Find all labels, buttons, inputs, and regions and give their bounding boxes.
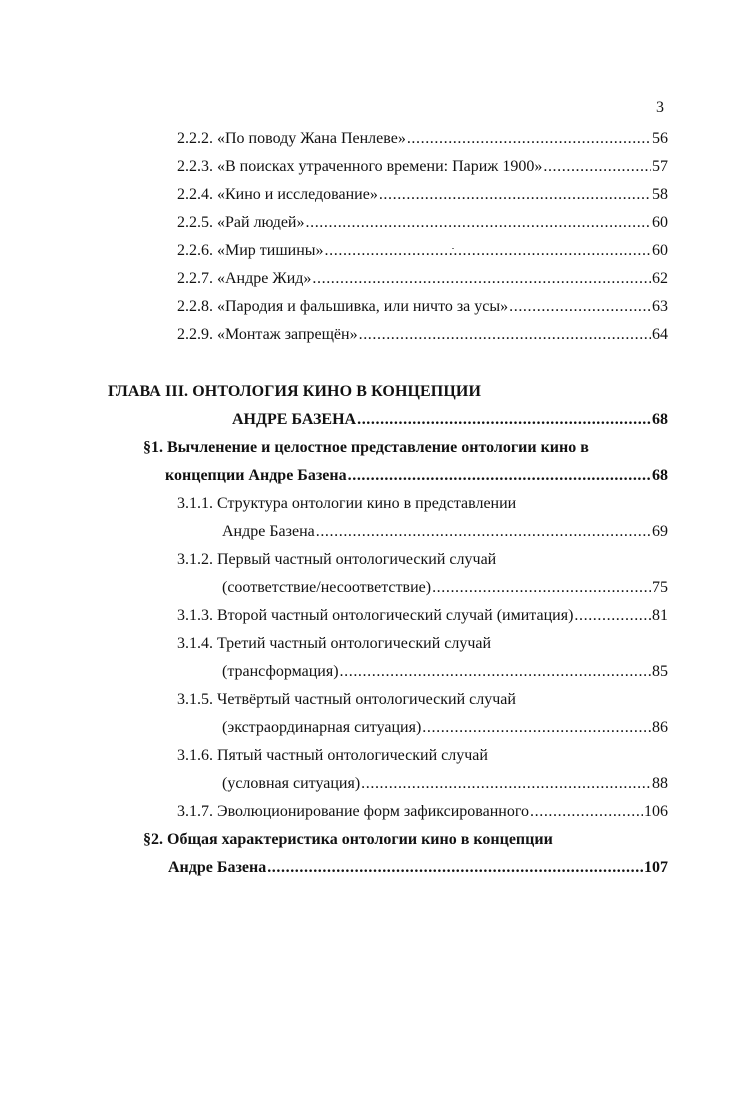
toc-entry-title: 2.2.3. «В поисках утраченного времени: Париж 1900» [177, 158, 543, 175]
paragraph-title-line2: концепции Андре Базена [165, 467, 347, 484]
toc-entry-page: 60 [652, 242, 668, 259]
dot-leader [543, 155, 651, 179]
toc-entry-title: 3.1.6. Пятый частный онтологический случай [177, 747, 488, 764]
dot-leader [325, 239, 651, 263]
toc-entry-page: 81 [652, 607, 668, 624]
toc-entry-line1 [177, 548, 668, 572]
toc-entry-page: 56 [652, 130, 668, 147]
page-number: 3 [656, 99, 664, 116]
toc-entry-title: 2.2.8. «Пародия и фальшивка, или ничто за усы» [177, 298, 509, 315]
toc-entry-page: 107 [644, 859, 668, 876]
toc-entry-title: 2.2.2. «По поводу Жана Пенлеве» [177, 130, 406, 147]
dot-leader [312, 267, 651, 291]
toc-entry [222, 520, 668, 544]
toc-entry-page: 63 [652, 298, 668, 315]
toc-entry-page: 58 [652, 186, 668, 203]
toc-entry-paragraph [165, 464, 668, 488]
toc-entry [177, 239, 668, 263]
toc-entry [177, 604, 668, 628]
toc-entry [177, 211, 668, 235]
toc-entry [177, 183, 668, 207]
toc-entry-title: 3.1.7. Эволюционирование форм зафиксированного [177, 803, 530, 820]
toc-entry-page: 86 [652, 719, 668, 736]
toc-entry-title: (условная ситуация) [222, 775, 361, 792]
toc-entry-page: 64 [652, 326, 668, 343]
dot-leader [407, 127, 651, 151]
toc-entry-title: (трансформация) [222, 663, 339, 680]
toc-entry [177, 323, 668, 347]
toc-entry-title: 3.1.3. Второй частный онтологический случай (имитация) [177, 607, 574, 624]
toc-entry [222, 716, 668, 740]
toc-entry-line1 [177, 688, 668, 712]
toc-entry [177, 155, 668, 179]
toc-entry-page: 68 [652, 411, 668, 428]
toc-entry-title: 2.2.6. «Мир тишины» [177, 242, 324, 259]
dot-leader [306, 211, 652, 235]
toc-entry-title: 3.1.5. Четвёртый частный онтологический случай [177, 691, 516, 708]
toc-entry-title: Андре Базена [222, 523, 315, 540]
paragraph-title-line1: §1. Вычленение и целостное представление онтологии кино в [143, 439, 589, 456]
toc-entry-page: 69 [652, 523, 668, 540]
toc-entry-page: 60 [652, 214, 668, 231]
toc-entry-title: 3.1.4. Третий частный онтологический случай [177, 635, 492, 652]
dot-leader [348, 464, 651, 488]
chapter-title-line2: АНДРЕ БАЗЕНА [232, 411, 357, 428]
toc-entry-page: 62 [652, 270, 668, 287]
toc-entry [222, 576, 668, 600]
chapter-title-line1: ГЛАВА III. ОНТОЛОГИЯ КИНО В КОНЦЕПЦИИ [108, 383, 481, 400]
toc-entry-title: 2.2.5. «Рай людей» [177, 214, 305, 231]
toc-entry-title: 3.1.2. Первый частный онтологический случай [177, 551, 497, 568]
toc-entry-line1 [177, 492, 668, 516]
toc-entry-page: 57 [652, 158, 668, 175]
dot-leader [340, 660, 651, 684]
paragraph-title [143, 828, 668, 852]
toc-entry [177, 295, 668, 319]
dot-leader [432, 576, 651, 600]
paragraph-title-line2: Андре Базена [168, 859, 267, 876]
toc-entry-title: 2.2.7. «Андре Жид» [177, 270, 312, 287]
dot-leader [357, 408, 651, 432]
dot-leader [509, 295, 651, 319]
toc-entry-page: 85 [652, 663, 668, 680]
dot-leader [574, 604, 651, 628]
chapter-title [108, 380, 668, 404]
toc-entry [177, 127, 668, 151]
toc-entry [177, 800, 668, 824]
scan-speck [452, 248, 454, 249]
toc-entry-page: 106 [644, 803, 668, 820]
paragraph-title-line1: §2. Общая характеристика онтологии кино в концепции [143, 831, 553, 848]
paragraph-title [143, 436, 668, 460]
toc-entry-title: 2.2.9. «Монтаж запрещён» [177, 326, 358, 343]
dot-leader [267, 856, 643, 880]
dot-leader [422, 716, 651, 740]
toc-entry-title: (экстраординарная ситуация) [222, 719, 422, 736]
toc-entry [177, 267, 668, 291]
dot-leader [361, 772, 651, 796]
toc-entry [222, 660, 668, 684]
toc-entry [222, 772, 668, 796]
dot-leader [359, 323, 651, 347]
dot-leader [530, 800, 643, 824]
toc-entry-line1 [177, 632, 668, 656]
dot-leader [316, 520, 651, 544]
toc-entry-line1 [177, 744, 668, 768]
dot-leader [379, 183, 651, 207]
toc-entry-page: 88 [652, 775, 668, 792]
toc-entry-title: 3.1.1. Структура онтологии кино в представлении [177, 495, 517, 512]
toc-entry-chapter [232, 408, 668, 432]
toc-entry-title: 2.2.4. «Кино и исследование» [177, 186, 378, 203]
toc-entry-paragraph [168, 856, 668, 880]
toc-entry-page: 75 [652, 579, 668, 596]
toc-entry-title: (соответствие/несоответствие) [222, 579, 432, 596]
toc-entry-page: 68 [652, 467, 668, 484]
